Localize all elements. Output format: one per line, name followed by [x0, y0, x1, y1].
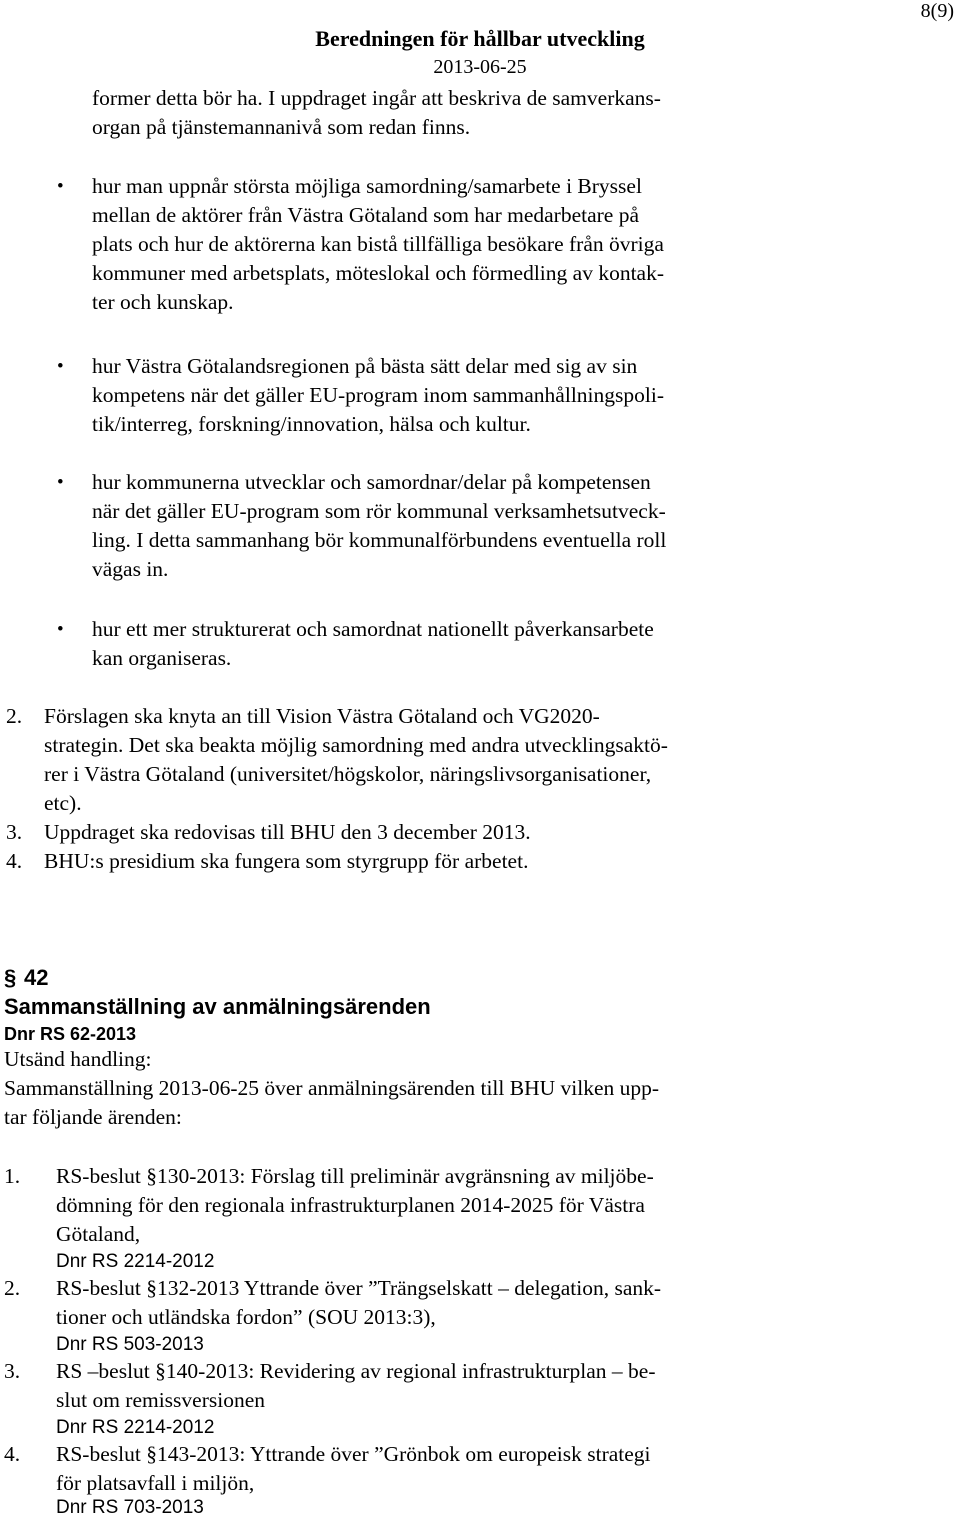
matter-dnr: Dnr RS 703-2013: [56, 1497, 204, 1518]
matter-number: 2.: [4, 1276, 21, 1300]
matter-dnr: Dnr RS 2214-2012: [56, 1251, 215, 1272]
bullet-line: hur Västra Götalandsregionen på bästa sätt delar med sig av sin: [92, 354, 638, 378]
numbered-line: BHU:s presidium ska fungera som styrgrupp för arbetet.: [44, 849, 529, 873]
section-title: Sammanställning av anmälningsärenden: [4, 994, 431, 1019]
intro-line: organ på tjänstemannanivå som redan finns.: [92, 115, 471, 139]
bullet-line: kan organiseras.: [92, 646, 232, 670]
numbered-line: strategin. Det ska beakta möjlig samordning med andra utvecklingsaktö-: [44, 733, 668, 757]
matter-number: 3.: [4, 1359, 21, 1383]
matter-line: för platsavfall i miljön,: [56, 1471, 255, 1495]
bullet-line: när det gäller EU-program som rör kommunal verksamhetsutveck-: [92, 499, 666, 523]
matter-line: RS –beslut §140-2013: Revidering av regional infrastrukturplan – be-: [56, 1359, 656, 1383]
list-number: 3.: [6, 820, 23, 844]
matter-line: RS-beslut §132-2013 Yttrande över ”Trängselskatt – delegation, sank-: [56, 1276, 662, 1300]
matter-dnr: Dnr RS 503-2013: [56, 1334, 204, 1355]
bullet-line: hur kommunerna utvecklar och samordnar/delar på kompetensen: [92, 470, 651, 494]
bullet-line: tik/interreg, forskning/innovation, hälsa och kultur.: [92, 412, 531, 436]
section-dnr: Dnr RS 62-2013: [4, 1024, 137, 1044]
bullet-dot: •: [57, 472, 64, 493]
page-number: 8(9): [920, 0, 954, 22]
bullet-line: ter och kunskap.: [92, 290, 234, 314]
matter-number: 4.: [4, 1442, 21, 1466]
list-number: 4.: [6, 849, 23, 873]
document-header-date: 2013-06-25: [433, 56, 527, 78]
numbered-line: Uppdraget ska redovisas till BHU den 3 december 2013.: [44, 820, 531, 844]
bullet-line: kompetens när det gäller EU-program inom sammanhållningspoli-: [92, 383, 664, 407]
intro-line: former detta bör ha. I uppdraget ingår att beskriva de samverkans-: [92, 86, 661, 110]
sent-label: Utsänd handling:: [4, 1047, 152, 1071]
bullet-dot: •: [57, 176, 64, 197]
bullet-dot: •: [57, 619, 64, 640]
paragraph-sign: §: [4, 965, 17, 990]
bullet-line: hur man uppnår största möjliga samordning/samarbete i Bryssel: [92, 174, 642, 198]
section-number: 42: [24, 965, 49, 990]
bullet-line: vägas in.: [92, 557, 169, 581]
matter-line: dömning för den regionala infrastrukturplanen 2014-2025 för Västra: [56, 1193, 645, 1217]
bullet-line: hur ett mer strukturerat och samordnat nationellt påverkansarbete: [92, 617, 654, 641]
matter-line: RS-beslut §143-2013: Yttrande över ”Grönbok om europeisk strategi: [56, 1442, 651, 1466]
matter-line: RS-beslut §130-2013: Förslag till preliminär avgränsning av miljöbe-: [56, 1164, 654, 1188]
bullet-line: mellan de aktörer från Västra Götaland som har medarbetare på: [92, 203, 640, 227]
summary-line: Sammanställning 2013-06-25 över anmälningsärenden till BHU vilken upp-: [4, 1076, 660, 1100]
matter-line: slut om remissversionen: [56, 1388, 266, 1412]
numbered-line: Förslagen ska knyta an till Vision Västra Götaland och VG2020-: [44, 704, 600, 728]
document-header-title: Beredningen för hållbar utveckling: [315, 26, 645, 51]
matter-number: 1.: [4, 1164, 21, 1188]
bullet-line: ling. I detta sammanhang bör kommunalförbundens eventuella roll: [92, 528, 667, 552]
bullet-dot: •: [57, 356, 64, 377]
list-number: 2.: [6, 704, 23, 728]
summary-line: tar följande ärenden:: [4, 1105, 182, 1129]
bullet-line: kommuner med arbetsplats, möteslokal och förmedling av kontak-: [92, 261, 664, 285]
numbered-line: rer i Västra Götaland (universitet/högskolor, näringslivsorganisationer,: [44, 762, 652, 786]
matter-dnr: Dnr RS 2214-2012: [56, 1417, 215, 1438]
numbered-line: etc).: [44, 791, 82, 815]
bullet-line: plats och hur de aktörerna kan bistå tillfälliga besökare från övriga: [92, 232, 664, 256]
matter-line: Götaland,: [56, 1222, 141, 1246]
matter-line: tioner och utländska fordon” (SOU 2013:3),: [56, 1305, 436, 1329]
